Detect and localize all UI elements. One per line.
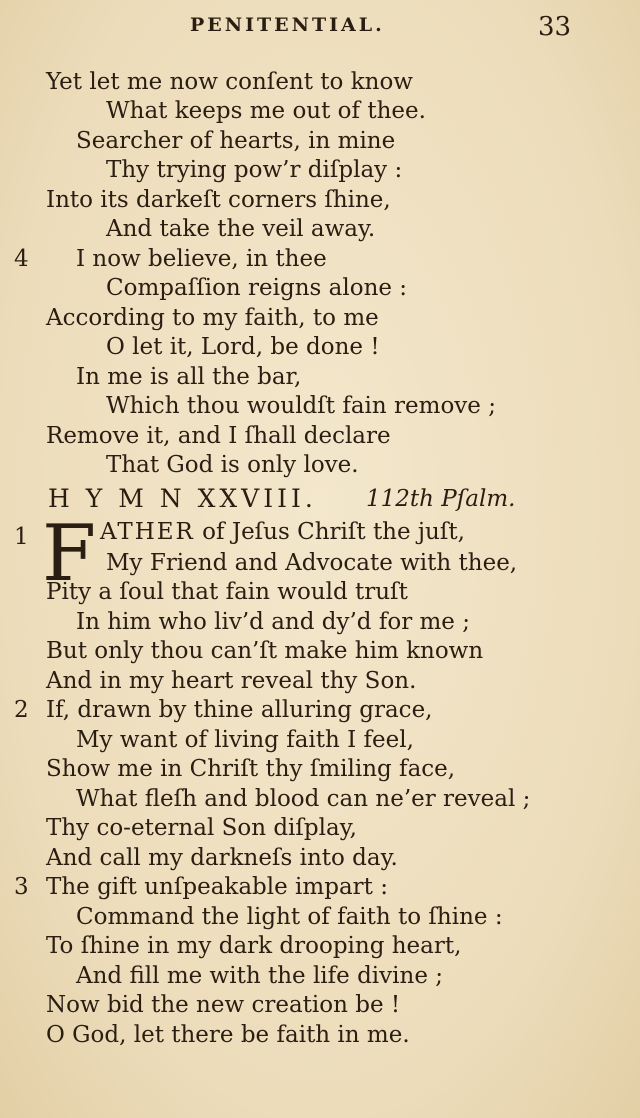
- verse-line: Thy trying pow’r diſplay :: [106, 157, 403, 183]
- verse-line: O let it, Lord, be done !: [106, 334, 380, 360]
- verse-line: Thy co-eternal Son diſplay,: [46, 815, 357, 841]
- verse-line: According to my faith, to me: [46, 305, 379, 331]
- stanza-number: 3: [14, 874, 29, 900]
- stanza-number: 2: [14, 697, 29, 723]
- verse-line: The gift unſpeakable impart :: [46, 874, 388, 900]
- psalm-reference: 112th Pſalm.: [366, 486, 516, 512]
- first-word-rest: ATHER: [100, 519, 195, 545]
- verse-line: And take the veil away.: [106, 216, 376, 242]
- verse-line: My Friend and Advocate with thee,: [106, 550, 518, 576]
- verse-line: To ſhine in my dark drooping heart,: [46, 933, 462, 959]
- stanza-number: 1: [14, 524, 29, 550]
- verse-line: In me is all the bar,: [76, 364, 302, 390]
- verse-line: What fleſh and blood can ne’er reveal ;: [76, 786, 531, 812]
- stanza-number: 4: [14, 246, 29, 272]
- verse-line: Compaſſion reigns alone :: [106, 275, 408, 301]
- running-head: PENITENTIAL.: [190, 14, 385, 36]
- verse-line: Into its darkeſt corners ſhine,: [46, 187, 391, 213]
- verse-line: Show me in Chriſt thy ſmiling face,: [46, 756, 456, 782]
- page-number: 33: [538, 12, 572, 42]
- drop-cap: F: [42, 509, 97, 599]
- verse-line: I now believe, in thee: [76, 246, 327, 272]
- verse-line: My want of living faith I feel,: [76, 727, 414, 753]
- verse-line: O God, let there be faith in me.: [46, 1022, 410, 1048]
- verse-line: And call my darkneſs into day.: [46, 845, 398, 871]
- verse-line: That God is only love.: [106, 452, 359, 478]
- verse-line-first: [100, 518, 465, 546]
- verse-line: Remove it, and I ſhall declare: [46, 423, 391, 449]
- verse-line: Searcher of hearts, in mine: [76, 128, 396, 154]
- verse-line: And in my heart reveal thy Son.: [46, 668, 417, 694]
- verse-line: In him who liv’d and dy’d for me ;: [76, 609, 470, 635]
- verse-line: But only thou can’ſt make him known: [46, 638, 484, 664]
- verse-line: Which thou wouldſt fain remove ;: [106, 393, 496, 419]
- verse-line: If, drawn by thine alluring grace,: [46, 697, 433, 723]
- verse-line: Command the light of faith to ſhine :: [76, 904, 503, 930]
- verse-line: What keeps me out of thee.: [106, 98, 426, 124]
- verse-line: And fill me with the life divine ;: [76, 963, 444, 989]
- verse-line: Pity a ſoul that fain would truſt: [46, 579, 408, 605]
- verse-line: Yet let me now conſent to know: [46, 69, 413, 95]
- hymn-title: H Y M N XXVIII.: [48, 484, 317, 513]
- first-line-tail: of Jeſus Chriſt the juſt,: [202, 519, 465, 545]
- verse-line: Now bid the new creation be !: [46, 992, 401, 1018]
